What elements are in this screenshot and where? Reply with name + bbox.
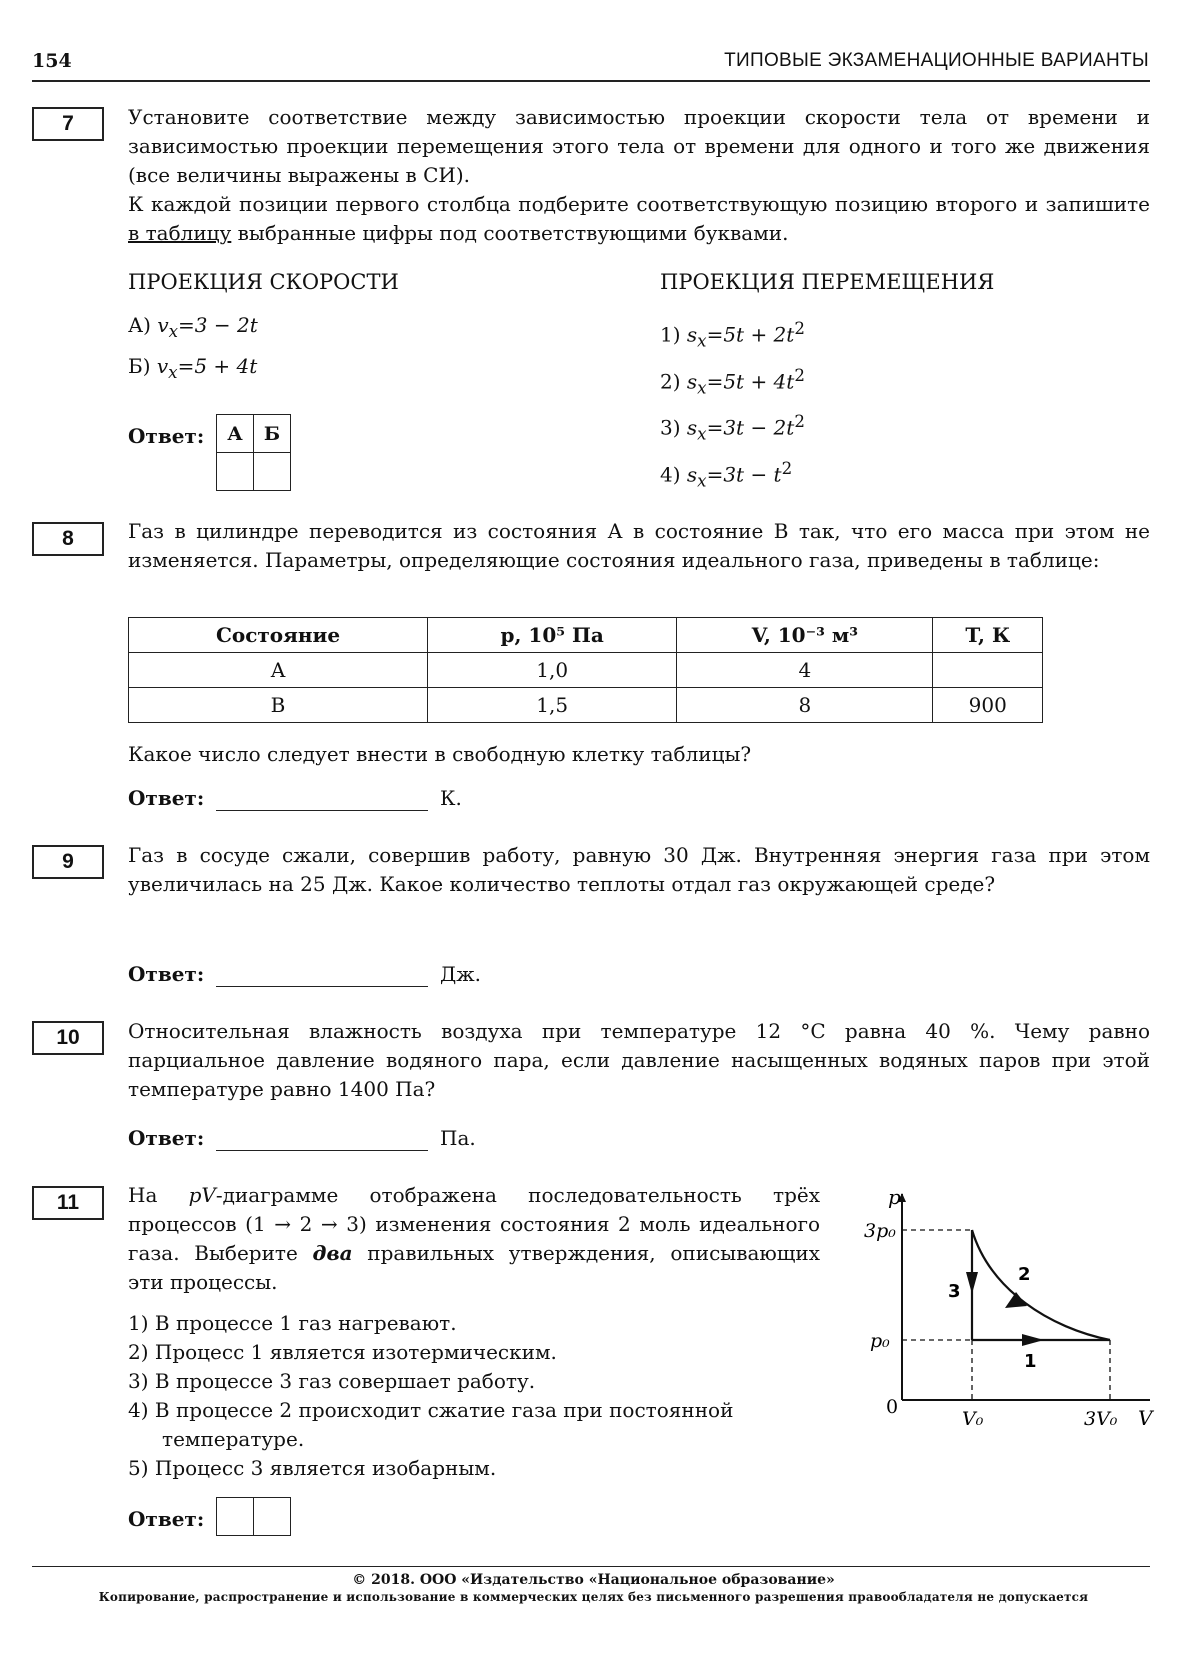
statement-1: 1) В процессе 1 газ нагревают. xyxy=(128,1311,457,1335)
label-process-2: 2 xyxy=(1018,1264,1031,1285)
answer-label-10: Ответ: xyxy=(128,1126,205,1150)
copyright-notice: Копирование, распространение и использование в коммерческих целях без письменного разрешения правообладателя не допускается xyxy=(98,1590,1089,1604)
question-7-instruction: К каждой позиции первого столбца подберите соответствующую позицию второго и запишите в таблицу выбранные цифры под соответствующими буквами. xyxy=(128,192,1150,245)
pv-diagram xyxy=(850,1180,1160,1440)
running-header: ТИПОВЫЕ ЭКЗАМЕНАЦИОННЫЕ ВАРИАНТЫ xyxy=(724,50,1149,71)
question-10-text: Относительная влажность воздуха при температуре 12 °С равна 40 %. Чему равно парциальное давление водяного пара, если давление насыщенных водяных паров при этой температуре равно 1400 Па? xyxy=(128,1019,1150,1101)
table-row: В 1,5 8 900 xyxy=(129,688,1043,723)
question-8-text: Газ в цилиндре переводится из состояния А в состояние В так, что его масса при этом не изменяется. Параметры, определяющие состояния идеального газа, приведены в таблице: xyxy=(128,519,1150,572)
question-11-options xyxy=(128,1309,828,1483)
col-pressure: p, 10⁵ Па xyxy=(428,618,677,653)
statement-4: 4) В процессе 2 происходит сжатие газа при постоянной xyxy=(128,1398,734,1422)
statement-5: 5) Процесс 3 является изобарным. xyxy=(128,1456,497,1480)
question-number-9: 9 xyxy=(32,845,104,879)
page-number: 154 xyxy=(32,50,72,72)
answer-label-9: Ответ: xyxy=(128,962,205,986)
process-3-arrow xyxy=(966,1272,978,1294)
label-process-1: 1 xyxy=(1024,1351,1037,1372)
answer-grid-11 xyxy=(216,1497,291,1536)
header-rule xyxy=(32,80,1150,82)
answer-field-10[interactable] xyxy=(216,1150,428,1151)
footer-rule xyxy=(32,1566,1150,1567)
answer-cell-b[interactable] xyxy=(254,453,291,491)
answer-label-11: Ответ: xyxy=(128,1507,205,1531)
state-table xyxy=(128,617,1043,723)
displacement-list xyxy=(660,312,805,499)
answer-unit-10: Па. xyxy=(440,1126,476,1150)
answer-cell-a[interactable] xyxy=(217,453,254,491)
table-header-row xyxy=(129,618,1043,653)
question-7-intro: Установите соответствие между зависимостью проекции скорости тела от времени и зависимостью проекции перемещения этого тела от времени для одного и того же движения (все величины выражены в СИ). xyxy=(128,105,1150,187)
left-column-heading: ПРОЕКЦИЯ СКОРОСТИ xyxy=(128,270,399,294)
question-8-question: Какое число следует внести в свободную клетку таблицы? xyxy=(128,742,752,766)
table-link: в таблицу xyxy=(128,221,232,245)
col-state: Состояние xyxy=(129,618,428,653)
tick-3p0: 3p₀ xyxy=(864,1220,896,1242)
question-number-10: 10 xyxy=(32,1021,104,1055)
question-9-text: Газ в сосуде сжали, совершив работу, равную 30 Дж. Внутренняя энергия газа при этом увеличилась на 25 Дж. Какое количество теплоты отдал газ окружающей среде? xyxy=(128,843,1150,896)
process-2-curve xyxy=(972,1230,1110,1340)
label-process-3: 3 xyxy=(948,1281,961,1302)
process-1-arrow xyxy=(1022,1334,1044,1346)
tick-3v0: 3V₀ xyxy=(1084,1408,1118,1430)
answer-unit-8: К. xyxy=(440,786,462,810)
process-2-arrow xyxy=(1005,1292,1027,1308)
copyright: © 2018. ООО «Издательство «Национальное образование» xyxy=(352,1572,835,1588)
displacement-option-4: 4) $s_x=3t - t^2$ xyxy=(660,458,793,491)
v-axis-label: V xyxy=(1138,1406,1153,1430)
question-number-7: 7 xyxy=(32,107,104,141)
answer-grid-7 xyxy=(216,414,291,491)
right-column-heading: ПРОЕКЦИЯ ПЕРЕМЕЩЕНИЯ xyxy=(660,270,995,294)
col-temperature: T, К xyxy=(933,618,1043,653)
answer-digit-1[interactable] xyxy=(217,1498,254,1536)
answer-unit-9: Дж. xyxy=(440,962,482,986)
question-11-text: На pV-диаграмме отображена последовательность трёх процессов (1 → 2 → 3) изменения состояния 2 моль идеального газа. Выберите два правильных утверждения, описывающих эти процессы. xyxy=(128,1183,820,1294)
statement-3: 3) В процессе 3 газ совершает работу. xyxy=(128,1369,536,1393)
answer-label-7: Ответ: xyxy=(128,424,205,448)
answer-label-8: Ответ: xyxy=(128,786,205,810)
answer-field-8[interactable] xyxy=(216,810,428,811)
empty-cell xyxy=(933,653,1043,688)
displacement-option-3: 3) $s_x=3t - 2t^2$ xyxy=(660,412,805,444)
answer-col-a-header: А xyxy=(217,415,254,453)
table-row: А 1,0 4 xyxy=(129,653,1043,688)
answer-col-b-header: Б xyxy=(254,415,291,453)
velocity-option-b: Б) $v_x=5 + 4t$ xyxy=(128,354,258,382)
answer-digit-2[interactable] xyxy=(254,1498,291,1536)
statement-4-continued: температуре. xyxy=(162,1427,305,1451)
velocity-list xyxy=(128,308,258,390)
tick-v0: V₀ xyxy=(962,1408,984,1430)
origin-label: 0 xyxy=(886,1396,899,1418)
question-number-11: 11 xyxy=(32,1186,104,1220)
question-7-text xyxy=(128,103,1150,248)
question-number-8: 8 xyxy=(32,522,104,556)
p-axis-label: p xyxy=(888,1185,901,1209)
col-volume: V, 10⁻³ м³ xyxy=(677,618,933,653)
velocity-option-a: А) $v_x=3 - 2t$ xyxy=(128,313,258,341)
answer-field-9[interactable] xyxy=(216,986,428,987)
tick-p0: p₀ xyxy=(870,1330,890,1352)
statement-2: 2) Процесс 1 является изотермическим. xyxy=(128,1340,557,1364)
displacement-option-1: 1) $s_x=5t + 2t^2$ xyxy=(660,319,805,351)
displacement-option-2: 2) $s_x=5t + 4t^2$ xyxy=(660,365,805,398)
